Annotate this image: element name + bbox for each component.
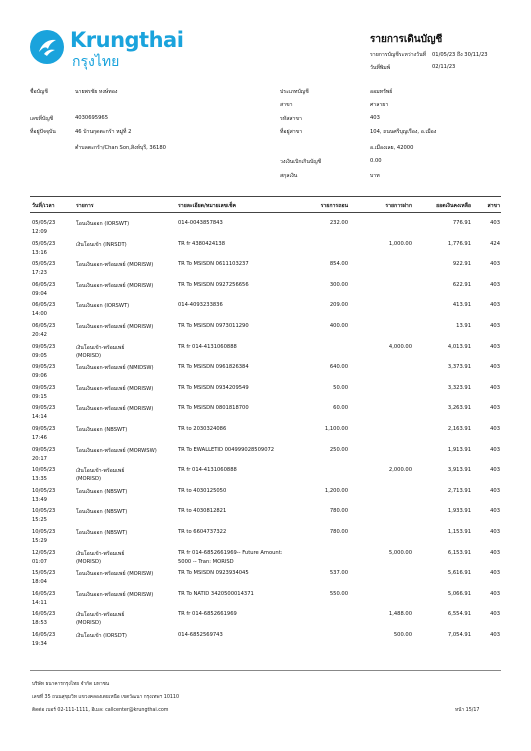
row-withdraw: 550.00 <box>329 590 348 597</box>
row-withdraw: 1,200.00 <box>324 487 348 494</box>
row-date: 09/05/23 <box>32 384 56 391</box>
row-date-line2: 13:35 <box>32 476 47 483</box>
row-detail: 014-6852569743 <box>178 632 223 638</box>
row-deposit: 1,000.00 <box>388 240 412 247</box>
row-deposit: 4,000.00 <box>388 343 412 350</box>
row-date: 09/05/23 <box>32 343 56 350</box>
row-detail: 014-0043857843 <box>178 220 223 226</box>
row-balance: 1,153.91 <box>447 529 471 535</box>
row-date-line2: 15:25 <box>32 517 47 524</box>
row-date: 12/05/23 <box>32 549 56 556</box>
row-date: 06/05/23 <box>32 302 56 309</box>
row-withdraw: 640.00 <box>329 364 348 371</box>
row-balance: 922.91 <box>452 261 471 268</box>
row-balance: 2,713.91 <box>447 487 471 494</box>
row-detail: TR fr 014-6852661969 <box>178 611 237 618</box>
krungthai-logo-icon <box>30 30 64 64</box>
row-description: โอนเงินออก-พร้อมเพย์ (MORISW) <box>76 406 154 413</box>
row-balance: 1,933.91 <box>447 508 471 515</box>
col-detail-header: รายละเอียด/หมายเลขเช็ค <box>178 203 236 209</box>
table-header-rule <box>30 212 501 213</box>
print-date-value: 02/11/23 <box>432 64 456 70</box>
row-branch: 403 <box>490 632 500 638</box>
row-withdraw: 232.00 <box>329 220 348 226</box>
row-date-line2: 20:42 <box>32 332 47 338</box>
row-detail: TR To MSISDN 0801818700 <box>178 405 249 412</box>
row-date-line2: 14:11 <box>32 599 47 606</box>
row-date-line2: 14:00 <box>32 311 47 318</box>
row-branch: 403 <box>490 487 500 494</box>
row-description: โอนเงินออก-พร้อมเพย์ (MORISW) <box>76 385 154 392</box>
statement-title: รายการเดินบัญชี <box>370 34 443 45</box>
row-detail: TR To MSISDN 0973011290 <box>178 323 249 329</box>
row-balance: 776.91 <box>452 220 471 226</box>
address-line2: ตำบลตะกร้า/Chan Son,สิงห์บุรี, 36180 <box>75 145 166 151</box>
row-description: โอนเงินออก (NBSWT) <box>76 530 128 536</box>
col-date-header: วันที่/เวลา <box>32 203 55 209</box>
row-date-line2: 09:04 <box>32 290 47 297</box>
row-date: 09/05/23 <box>32 364 56 371</box>
row-detail: TR To MSISDN 0611103237 <box>178 261 249 268</box>
row-branch: 424 <box>490 240 500 247</box>
row-description: โอนเงินออก (NBSWT) <box>76 509 128 516</box>
row-date: 15/05/23 <box>32 570 56 577</box>
row-detail: TR fr 014-6852661969-- Future Amount: <box>178 549 283 556</box>
row-branch: 403 <box>490 323 500 329</box>
row-description: เงินโอนเข้า-พร้อมเพย์ <box>76 612 125 619</box>
row-balance: 1,913.91 <box>447 446 471 453</box>
row-branch: 403 <box>490 384 500 391</box>
row-withdraw: 1,100.00 <box>324 426 348 432</box>
row-date: 10/05/23 <box>32 508 56 515</box>
account-type-label: ประเภทบัญชี <box>280 89 309 95</box>
row-branch: 403 <box>490 261 500 268</box>
brand-name-th: กรุงไทย <box>72 54 120 70</box>
row-date: 09/05/23 <box>32 446 56 453</box>
row-date: 10/05/23 <box>32 487 56 494</box>
row-branch: 403 <box>490 220 500 226</box>
account-type-value: ออมทรัพย์ <box>370 89 393 95</box>
row-date: 05/05/23 <box>32 220 56 226</box>
row-description: โอนเงินออก (IORSWT) <box>76 221 130 227</box>
row-description: โอนเงินออก-พร้อมเพย์ (MORISW) <box>76 324 154 330</box>
row-balance: 413.91 <box>452 302 471 309</box>
row-description-line2: (MORISD) <box>76 558 102 565</box>
row-date: 05/05/23 <box>32 261 56 268</box>
row-date: 06/05/23 <box>32 323 56 329</box>
branch-address-label: ที่อยู่สาขา <box>280 129 303 135</box>
row-withdraw: 400.00 <box>329 323 348 329</box>
row-withdraw: 537.00 <box>329 570 348 577</box>
currency-label: สกุลเงิน <box>280 173 298 179</box>
row-description: โอนเงินออก-พร้อมเพย์ (MORISW) <box>76 262 154 269</box>
row-balance: 7,054.91 <box>447 632 471 638</box>
branch-value: ศาลายา <box>370 102 389 108</box>
row-detail: TR fr 4380424138 <box>178 240 226 247</box>
page-number: หน้า 15/17 <box>455 708 480 713</box>
period-label: รายการบัญชีระหว่างวันที่ <box>370 52 427 58</box>
row-detail: TR fr 014-4131060888 <box>178 343 237 350</box>
row-balance: 6,153.91 <box>447 549 471 556</box>
address-line1: 46 บ้านกุดตะกร้า หมู่ที่ 2 <box>75 129 132 135</box>
row-balance: 6,554.91 <box>447 611 471 618</box>
print-date-label: วันที่พิมพ์ <box>370 65 391 71</box>
row-description: โอนเงินออก-พร้อมเพย์ (MORISW) <box>76 591 154 598</box>
row-deposit: 5,000.00 <box>388 549 412 556</box>
col-branch-header: สาขา <box>487 203 500 209</box>
branch-address-line1: 104, ถนนศรีบุญเรือง, อ.เมือง <box>370 129 437 135</box>
row-description: เงินโอนเข้า (INRSDT) <box>76 241 127 248</box>
row-balance: 5,616.91 <box>447 570 471 577</box>
row-withdraw: 780.00 <box>329 529 348 535</box>
footer-contact: ติดต่อ เบอร์ 02-111-1111, อีเมล: callcenter@krungthai.com <box>32 708 169 713</box>
branch-code-value: 403 <box>370 115 380 121</box>
row-branch: 403 <box>490 302 500 309</box>
row-branch: 403 <box>490 508 500 515</box>
row-balance: 622.91 <box>452 281 471 288</box>
row-balance: 3,373.91 <box>447 364 471 371</box>
row-date-line2: 15:29 <box>32 538 47 544</box>
account-name-value: นายพรชัย หงษ์ทอง <box>75 89 118 95</box>
row-balance: 2,163.91 <box>447 426 471 432</box>
row-detail: TR To NATID 3420500014371 <box>178 590 254 597</box>
row-branch: 403 <box>490 364 500 371</box>
col-deposit-header: รายการฝาก <box>385 203 412 209</box>
account-number-value: 4030695965 <box>75 115 109 121</box>
row-balance: 3,263.91 <box>447 405 471 412</box>
row-detail: TR To MSISDN 0923934045 <box>178 570 249 577</box>
row-date-line2: 18:53 <box>32 620 47 627</box>
row-date-line2: 19:34 <box>32 641 47 647</box>
row-date-line2: 01:07 <box>32 558 47 565</box>
row-balance: 4,013.91 <box>447 343 471 350</box>
row-balance: 3,913.91 <box>447 467 471 474</box>
col-desc-header: รายการ <box>76 203 94 209</box>
row-withdraw: 780.00 <box>329 508 348 515</box>
branch-address-line2: อ.เมืองเลย, 42000 <box>370 145 414 151</box>
row-deposit: 500.00 <box>393 632 412 638</box>
row-branch: 403 <box>490 590 500 597</box>
row-date: 09/05/23 <box>32 426 56 432</box>
row-detail-line2: 5000 -- Tran: MORISD <box>178 558 234 565</box>
row-branch: 403 <box>490 549 500 556</box>
row-withdraw: 50.00 <box>333 384 348 391</box>
footer-company: บริษัท ธนาคารกรุงไทย จำกัด มหาชน <box>32 682 110 687</box>
row-date-line2: 20:17 <box>32 455 47 462</box>
row-date-line2: 14:14 <box>32 414 47 421</box>
row-branch: 403 <box>490 446 500 453</box>
footer-address: เลขที่ 35 ถนนสุขุมวิท แขวงคลองเตยเหนือ เขตวัฒนา กรุงเทพฯ 10110 <box>32 695 180 700</box>
row-date: 16/05/23 <box>32 632 56 638</box>
row-date: 05/05/23 <box>32 240 56 247</box>
row-branch: 403 <box>490 467 500 474</box>
row-branch: 403 <box>490 570 500 577</box>
row-description: โอนเงินออก (IORSWT) <box>76 303 130 310</box>
row-description-line2: (MORISD) <box>76 476 102 483</box>
row-detail: TR to 4030812821 <box>178 508 227 515</box>
row-description: โอนเงินออก-พร้อมเพย์ (MORISW) <box>76 282 154 289</box>
row-description: โอนเงินออก-พร้อมเพย์ (NMIDSW) <box>76 365 154 372</box>
row-description: เงินโอนเข้า-พร้อมเพย์ <box>76 550 125 557</box>
row-date-line2: 13:49 <box>32 496 47 503</box>
footer-rule <box>30 670 501 671</box>
row-date-line2: 13:16 <box>32 249 47 256</box>
row-description: โอนเงินออก-พร้อมเพย์ (MORISW) <box>76 571 154 578</box>
account-number-label: เลขที่บัญชี <box>30 116 54 122</box>
bird-emblem-icon <box>30 30 64 64</box>
row-deposit: 2,000.00 <box>388 467 412 474</box>
currency-value: บาท <box>370 173 380 179</box>
row-description: เงินโอนเข้า (IORSDT) <box>76 633 127 639</box>
row-branch: 403 <box>490 343 500 350</box>
row-detail: TR to 6604737322 <box>178 529 227 535</box>
row-date: 09/05/23 <box>32 405 56 412</box>
row-detail: TR To EWALLETID 004999028509072 <box>178 446 275 453</box>
row-date-line2: 09:06 <box>32 373 47 380</box>
row-withdraw: 250.00 <box>329 446 348 453</box>
row-date: 16/05/23 <box>32 590 56 597</box>
col-balance-header: ยอดเงินคงเหลือ <box>436 203 471 209</box>
row-detail: TR to 2030324086 <box>178 426 227 432</box>
row-branch: 403 <box>490 281 500 288</box>
period-value: 01/05/23 ถึง 30/11/23 <box>432 52 488 58</box>
row-date: 10/05/23 <box>32 467 56 474</box>
row-description: โอนเงินออก-พร้อมเพย์ (MORWSW) <box>76 447 157 454</box>
row-withdraw: 209.00 <box>329 302 348 309</box>
row-withdraw: 300.00 <box>329 281 348 288</box>
branch-label: สาขา <box>280 102 293 108</box>
row-description-line2: (MORISD) <box>76 352 102 359</box>
row-balance: 13.91 <box>456 323 471 329</box>
row-date-line2: 09:15 <box>32 393 47 400</box>
row-date: 10/05/23 <box>32 529 56 535</box>
row-balance: 3,323.91 <box>447 384 471 391</box>
row-balance: 1,776.91 <box>447 240 471 247</box>
row-description: เงินโอนเข้า-พร้อมเพย์ <box>76 344 125 351</box>
row-description: โอนเงินออก (NBSWT) <box>76 427 128 433</box>
col-withdraw-header: รายการถอน <box>320 203 348 209</box>
row-description-line2: (MORISD) <box>76 620 102 627</box>
row-branch: 403 <box>490 426 500 432</box>
address-label: ที่อยู่ปัจจุบัน <box>30 129 56 135</box>
row-withdraw: 854.00 <box>329 261 348 268</box>
row-date-line2: 18:04 <box>32 579 47 586</box>
branch-code-label: รหัสสาขา <box>280 116 302 122</box>
table-top-rule <box>30 196 501 197</box>
row-branch: 403 <box>490 611 500 618</box>
row-deposit: 1,488.00 <box>388 611 412 618</box>
row-date-line2: 09:05 <box>32 352 47 359</box>
row-withdraw: 60.00 <box>333 405 348 412</box>
row-detail: TR To MSISDN 0934209549 <box>178 384 249 391</box>
row-date-line2: 17:23 <box>32 270 47 277</box>
row-detail: TR To MSISDN 0961826384 <box>178 364 249 371</box>
overdraft-label: วงเงินเบิกเกินบัญชี <box>280 159 322 165</box>
row-detail: TR to 4030125050 <box>178 487 227 494</box>
row-branch: 403 <box>490 405 500 412</box>
brand-name-en: Krungthai <box>70 28 184 52</box>
row-date: 06/05/23 <box>32 281 56 288</box>
overdraft-value: 0.00 <box>370 158 382 164</box>
account-name-label: ชื่อบัญชี <box>30 89 48 95</box>
row-description: เงินโอนเข้า-พร้อมเพย์ <box>76 468 125 475</box>
row-detail: TR To MSISDN 0927256656 <box>178 281 249 288</box>
row-branch: 403 <box>490 529 500 535</box>
row-date-line2: 12:09 <box>32 229 47 235</box>
row-detail: TR fr 014-4131060888 <box>178 467 237 474</box>
row-balance: 5,066.91 <box>447 590 471 597</box>
row-date-line2: 17:46 <box>32 435 47 441</box>
row-description: โอนเงินออก (NBSWT) <box>76 488 128 495</box>
row-detail: 014-4093233836 <box>178 302 223 309</box>
row-date: 16/05/23 <box>32 611 56 618</box>
